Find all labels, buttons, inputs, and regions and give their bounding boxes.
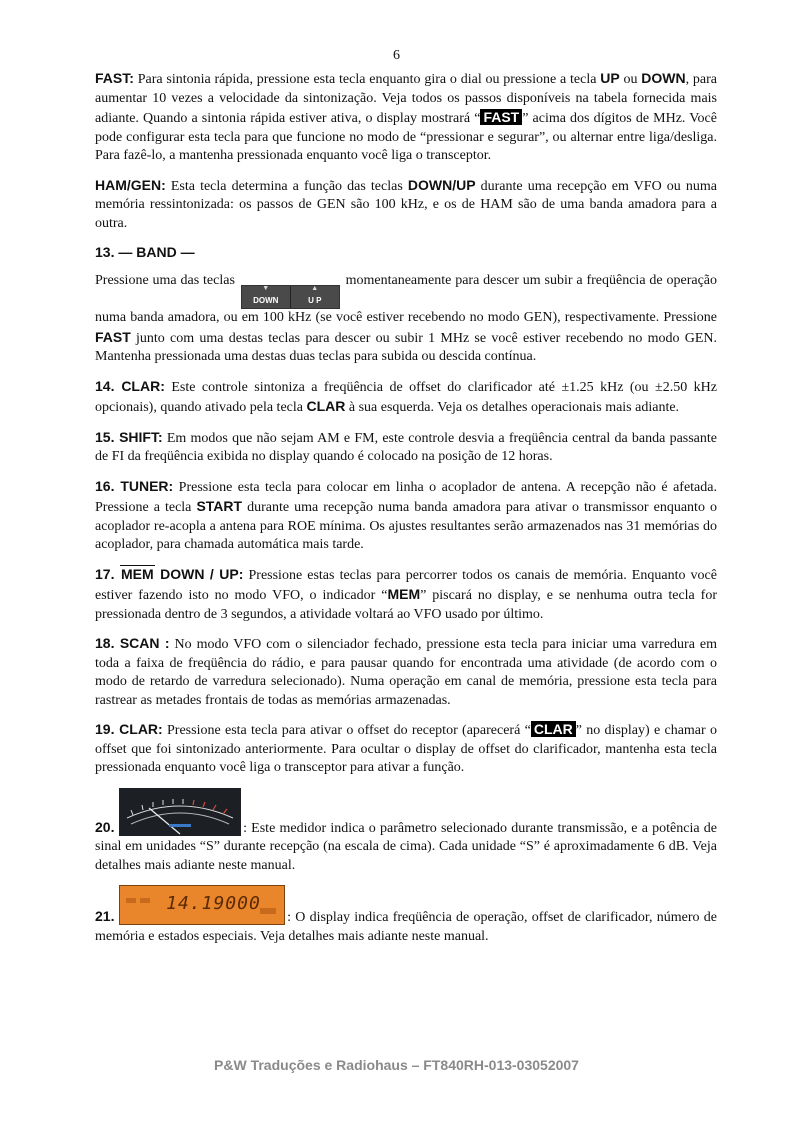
shift-label: 15. SHIFT: <box>95 428 163 445</box>
page-footer: P&W Traduções e Radiohaus – FT840RH-013-03052007 <box>214 1057 579 1073</box>
s-meter-image <box>119 788 241 836</box>
mem-bracket-label: MEM <box>120 565 154 582</box>
s-meter-icon <box>119 788 241 836</box>
hamgen-text-1: Esta tecla determina a função das teclas <box>165 178 408 194</box>
fast-text-4: ” acima dos dígitos de MHz. Você pode configurar esta tecla para que funcione no modo de “pressionar e segurar”, ou alternar entre liga/desliga. Para fazê-lo, a mantenha pressionada enquanto você liga o transceptor. <box>95 111 717 163</box>
band-down-key-label: DOWN <box>253 295 279 305</box>
clar14-label: 14. CLAR: <box>95 377 165 394</box>
down-key-ref: DOWN <box>641 70 686 86</box>
meter-paragraph <box>95 788 717 876</box>
tuner-text-1: Pressione esta tecla para colocar em linha o acoplador de antena. A recepção não é afetada. Pressione a tecla <box>95 479 717 516</box>
down-triangle-icon: ▼ <box>262 284 270 292</box>
clar14-key-ref: CLAR <box>306 398 346 415</box>
mem-text-2: ” piscará no display, e se nenhuma outra tecla for pressionada dentro de 3 segundos, a atividade voltará ao VFO usado por último. <box>95 588 718 622</box>
display-text-1: : O display indica freqüência de operação, offset de clarificador, número de memória e estados especiais. Veja detalhes mais adiante neste manual. <box>95 910 718 944</box>
fast-text-2: ou <box>619 72 642 87</box>
fast-display-badge: FAST <box>480 109 522 125</box>
hamgen-label: HAM/GEN: <box>95 176 166 193</box>
fast-text-1: Para sintonia rápida, pressione esta tecla enquanto gira o dial ou pressione a tecla <box>133 72 601 87</box>
mem-text-1: Pressione estas teclas para percorrer todos os canais de memória. Enquanto você estiver fazendo isto no modo VFO, o indicador “ <box>95 567 717 604</box>
band-text-2: momentaneamente para descer um subir a freqüência de operação numa banda amadora, ou em 100 kHz (se você estiver recebendo no modo GEN), respectivamente. Pressione <box>95 272 717 326</box>
band-down-key <box>242 286 291 308</box>
lcd-display-image <box>119 885 285 925</box>
band-up-key <box>291 286 339 308</box>
mem-label: DOWN / UP: <box>154 565 244 582</box>
clar19-label: 19. CLAR: <box>95 721 163 738</box>
clar-display-badge: CLAR <box>531 721 576 737</box>
clar19-paragraph <box>95 720 717 778</box>
downup-key-ref: DOWN/UP <box>407 176 476 193</box>
tuner-label: 16. TUNER: <box>95 477 174 494</box>
tuner-paragraph <box>95 477 717 555</box>
start-key-ref: START <box>196 498 243 515</box>
clar14-paragraph <box>95 377 717 418</box>
meter-text-1: : Este medidor indica o parâmetro selecionado durante transmissão, e a potência de sinal em unidades “S” durante recepção (na escala de cima). Cada unidade “S” é aproximadamente 6 dB. Veja detalhes mais adiante neste manual. <box>95 820 717 873</box>
hamgen-text-2: durante uma recepção em VFO ou numa memória ressintonizada: os passos de GEN são 100 kHz, e os de HAM são de uma banda amadora para a outra. <box>95 178 717 231</box>
fast-paragraph <box>95 69 717 166</box>
scan-text-1: No modo VFO com o silenciador fechado, pressione esta tecla para iniciar uma varredura em toda a faixa de freqüência do rádio, e para pausar quando for encontrada uma atividade (de acordo com o modo de retardo de varredura selecionado). Numa operação em canal de memória, pressione esta tecla para rastrear as metades frontais de todas as memórias armazenadas. <box>95 637 718 708</box>
band-text-3: junto com uma destas teclas para descer ou subir 1 MHz se você estiver recebendo no modo GEN. Mantenha pressionada uma destas duas teclas para subida ou descida contínua. <box>95 330 717 365</box>
up-key-ref: UP <box>600 70 620 86</box>
mem-indicator-ref: MEM <box>387 586 421 603</box>
display-paragraph <box>95 885 717 946</box>
clar14-text-2: à sua esquerda. Veja os detalhes operacionais mais adiante. <box>345 400 680 416</box>
scan-label: 18. SCAN : <box>95 635 170 652</box>
clar19-text-1: Pressione esta tecla para ativar o offset do receptor (aparecerá “ <box>162 723 531 739</box>
page-number: 6 <box>393 48 400 63</box>
band-heading: 13. — BAND — <box>95 244 195 260</box>
manual-body <box>95 69 717 956</box>
shift-paragraph <box>95 428 717 467</box>
fast-text-3: , para aumentar 10 vezes a velocidade da sintonização. Veja todos os passos disponíveis na tabela fornecida mais adiante. Quando a sintonia rápida estiver ativa, o display mostrará “ <box>95 72 717 126</box>
up-triangle-icon: ▲ <box>311 284 319 292</box>
hamgen-paragraph <box>95 176 717 234</box>
mem-paragraph <box>95 565 717 625</box>
mem-number: 17. <box>95 565 120 582</box>
tuner-text-2: durante uma recepção numa banda amadora para ativar o transmissor enquanto o acoplador re-acopla a antena para ROE mínima. Os ajustes resultantes serão armazenados nas 31 memórias do acoplador, para chamada automática mais tarde. <box>95 500 717 553</box>
band-keys-image <box>241 285 340 309</box>
scan-paragraph <box>95 634 717 710</box>
band-fast-ref: FAST <box>95 328 131 345</box>
display-number: 21. <box>95 908 120 925</box>
band-up-key-label: U P <box>308 295 322 305</box>
band-paragraph <box>95 272 717 367</box>
fast-label: FAST: <box>95 70 134 86</box>
clar14-text-1: Este controle sintoniza a freqüência de offset do clarificador até ±1.25 kHz (ou ±2.50 kHz opcionais), quando ativado pela tecla <box>95 379 717 416</box>
meter-number: 20. <box>95 818 120 835</box>
lcd-frequency: 14.19000 <box>166 893 261 915</box>
band-text-1: Pressione uma das teclas <box>95 272 239 288</box>
shift-text-1: Em modos que não sejam AM e FM, este controle desvia a freqüência central da banda passante de FI da freqüência exibida no display quando é colocado na posição de 12 horas. <box>95 430 717 465</box>
clar19-text-2: ” no display) e chamar o offset que foi sintonizado anteriormente. Para ocultar o display de offset do clarificador, mantenha esta tecla pressionada enquanto você liga o transceptor para ativar a função. <box>95 723 717 776</box>
